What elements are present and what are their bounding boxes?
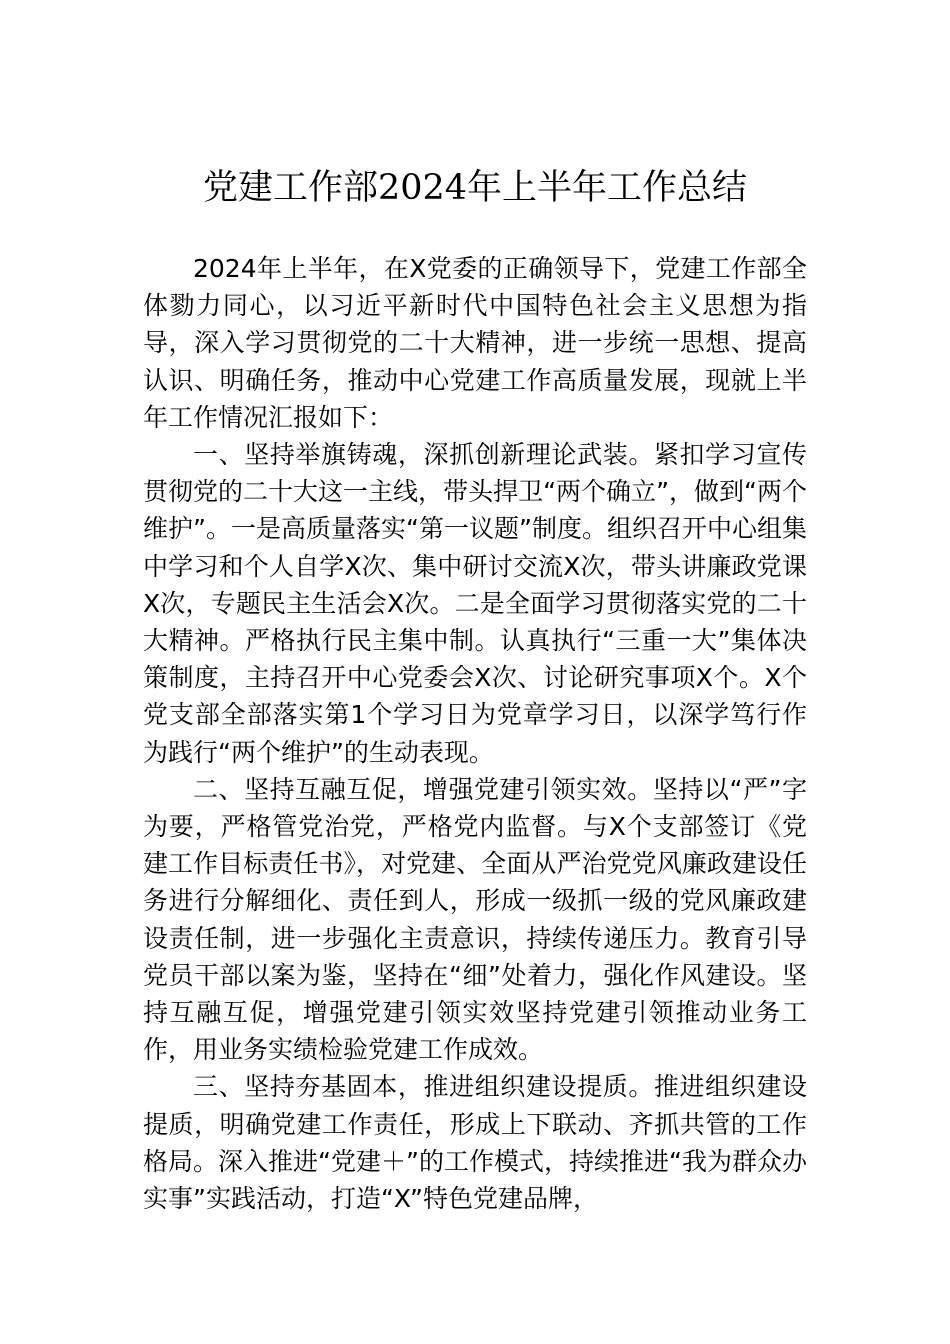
paragraph-section-1: 一、坚持举旗铸魂，深抓创新理论武装。紧扣学习宣传贯彻党的二十大这一主线，带头捍卫“两个确立”，做到“两个维护”。一是高质量落实“第一议题”制度。组织召开中心组集中学习和个人自学X次、集中研讨交流X次，带头讲廉政党课X次，专题民主生活会X次。二是全面学习贯彻落实党的二十大精神。严格执行民主集中制。认真执行“三重一大”集体决策制度，主持召开中心党委会X次、讨论研究事项X个。X个党支部全部落实第1个学习日为党章学习日，以深学笃行作为践行“两个维护”的生动表现。: [143, 440, 807, 767]
paragraph-section-2: 二、坚持互融互促，增强党建引领实效。坚持以“严”字为要，严格管党治党，严格党内监督。与X个支部签订《党建工作目标责任书》，对党建、全面从严治党党风廉政建设任务进行分解细化、责任到人，形成一级抓一级的党风廉政建设责任制，进一步强化主责意识，持续传递压力。教育引导党员干部以案为鉴，坚持在“细”处着力，强化作风建设。坚持互融互促，增强党建引领实效坚持党建引领推动业务工作，用业务实绩检验党建工作成效。: [143, 774, 807, 1065]
document-title: 党建工作部2024年上半年工作总结: [202, 168, 748, 208]
document-body: [143, 250, 807, 1217]
paragraph-intro: 2024年上半年，在X党委的正确领导下，党建工作部全体勠力同心，以习近平新时代中国特色社会主义思想为指导，深入学习贯彻党的二十大精神，进一步统一思想、提高认识、明确任务，推动中心党建工作高质量发展，现就上半年工作情况汇报如下：: [143, 254, 807, 432]
paragraph-section-3: 三、坚持夯基固本，推进组织建设提质。推进组织建设提质，明确党建工作责任，形成上下联动、齐抓共管的工作格局。深入推进“党建＋”的工作模式，持续推进“我为群众办实事”实践活动，打造“X”特色党建品牌，: [143, 1072, 807, 1214]
